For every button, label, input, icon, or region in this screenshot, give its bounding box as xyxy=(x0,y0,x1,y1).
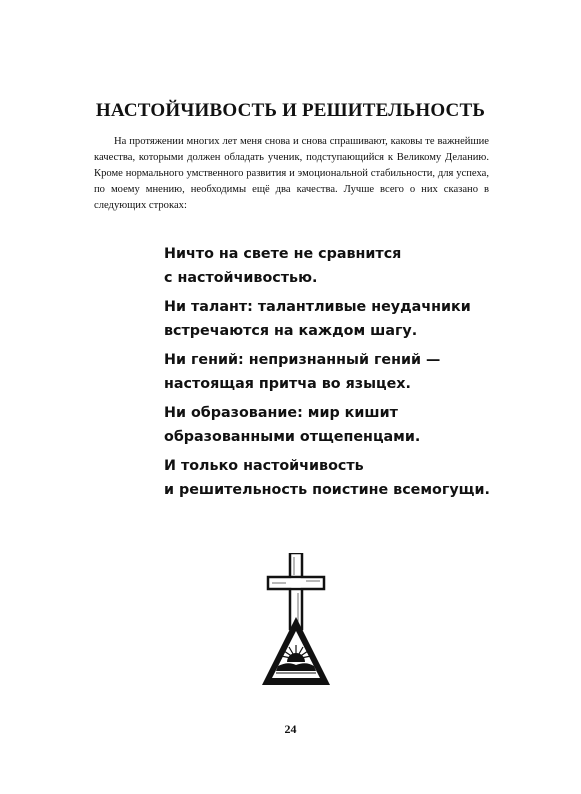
verse-stanza xyxy=(164,243,544,290)
cross-triangle-sunrise-icon xyxy=(256,553,336,693)
verse-line: И только настойчивость xyxy=(164,458,364,474)
verse-stanza xyxy=(164,455,544,502)
verse-stanza xyxy=(164,402,544,449)
verse-line: образованными отщепенцами. xyxy=(164,428,421,445)
verse-line: Ни гений: непризнанный гений — xyxy=(164,352,441,368)
page-title: НАСТОЙЧИВОСТЬ И РЕШИТЕЛЬНОСТЬ xyxy=(95,100,486,121)
verse-line: Ничто на свете не сравнится xyxy=(164,246,402,262)
verse-stanza xyxy=(164,296,544,343)
intro-paragraph: На протяжении многих лет меня снова и снова спрашивают, каковы те важнейшие качества, которыми должен обладать ученик, подступающийся к Великому Деланию. Кроме нормального умственного развития и эмоциональной стабильности, для успеха, по моему мнению, необходимы ещё два качества. Лучше всего о них сказано в следующих строках: xyxy=(94,136,489,211)
verse-line: с настойчивостью. xyxy=(164,269,318,286)
page-number: 24 xyxy=(284,722,297,736)
verse-block xyxy=(164,243,544,508)
emblem-drawing xyxy=(256,553,336,693)
verse-line: Ни талант: талантливые неудачники xyxy=(164,299,471,315)
verse-stanza xyxy=(164,349,544,396)
verse-line: настоящая притча во языцех. xyxy=(164,375,411,392)
verse-line: Ни образование: мир кишит xyxy=(164,405,398,421)
verse-line: и решительность поистине всемогущи. xyxy=(164,481,490,498)
verse-line: встречаются на каждом шагу. xyxy=(164,322,418,339)
